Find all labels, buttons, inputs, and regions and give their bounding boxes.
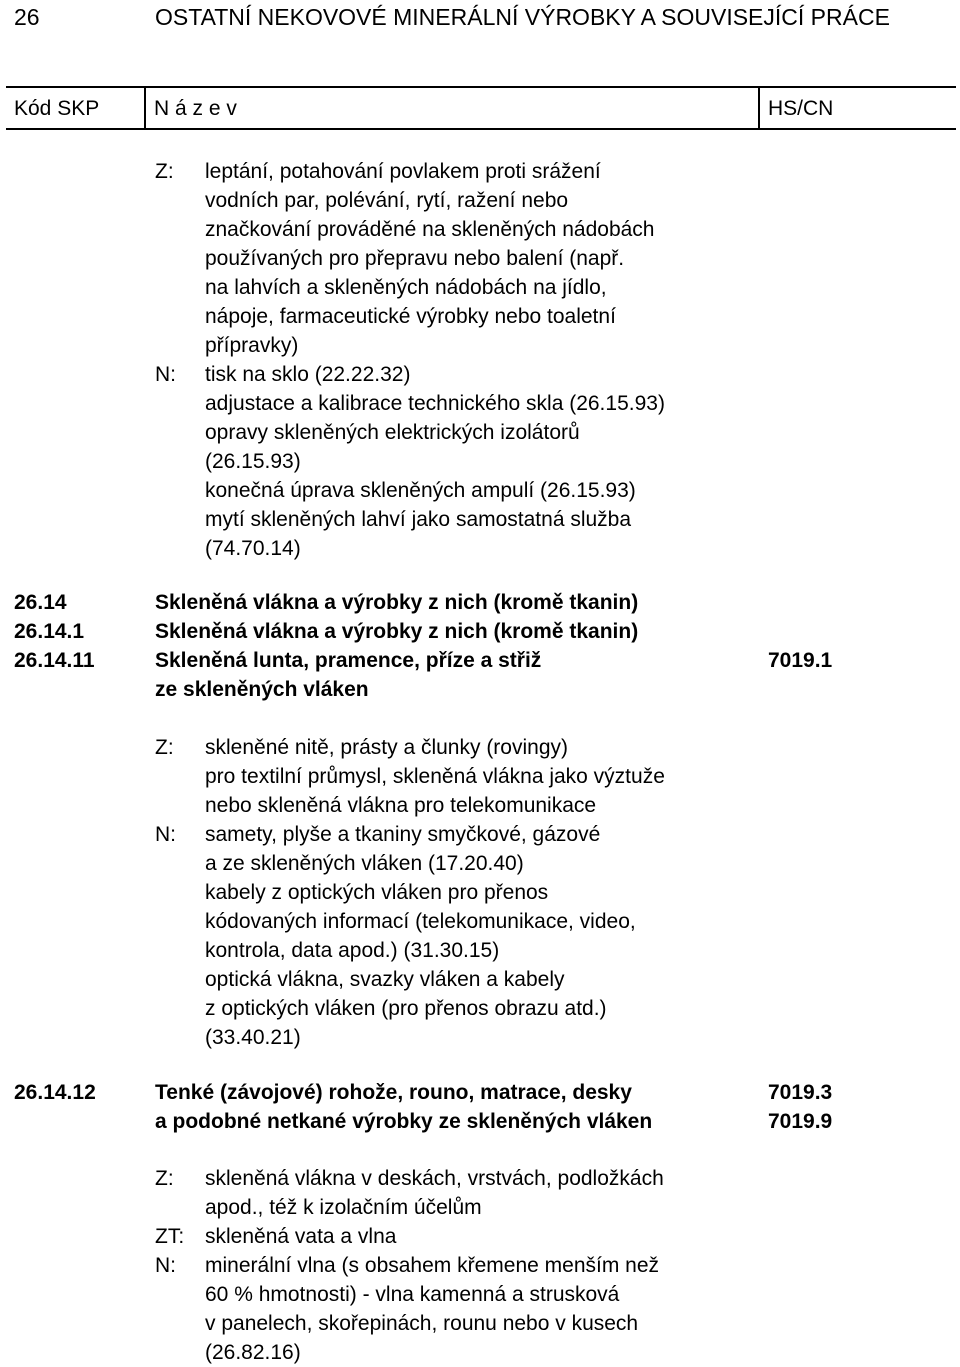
note-line (0, 389, 960, 418)
note-line (0, 273, 960, 302)
note-line (0, 849, 960, 878)
note-text: vodních par, polévání, rytí, ražení nebo (205, 189, 569, 212)
note-block-2 (0, 733, 960, 1052)
chapter-number: 26 (14, 4, 40, 30)
classification-entry (0, 588, 960, 617)
note-text: skleněná vlákna v deskách, vrstvách, podložkách (205, 1167, 664, 1190)
note-line (0, 1164, 960, 1193)
note-line (0, 418, 960, 447)
note-text: kontrola, data apod.) (31.30.15) (205, 939, 500, 962)
note-text: přípravky) (205, 334, 299, 357)
chapter-title: OSTATNÍ NEKOVOVÉ MINERÁLNÍ VÝROBKY A SOUVISEJÍCÍ PRÁCE (155, 4, 890, 30)
note-text: konečná úprava skleněných ampulí (26.15.93) (205, 479, 636, 502)
note-line (0, 302, 960, 331)
column-header-code: Kód SKP (14, 97, 100, 120)
note-line (0, 1338, 960, 1367)
note-marker: Z: (155, 1167, 174, 1190)
note-text: nebo skleněná vlákna pro telekomunikace (205, 794, 597, 817)
note-line (0, 157, 960, 186)
note-text: značkování prováděné na skleněných nádobách (205, 218, 655, 241)
note-line (0, 1309, 960, 1338)
note-line (0, 360, 960, 389)
chapter-header (0, 0, 960, 66)
note-text: skleněná vata a vlna (205, 1225, 397, 1248)
note-text: 60 % hmotnosti) - vlna kamenná a strusková (205, 1283, 620, 1306)
entry-code: 26.14 (14, 591, 67, 614)
note-marker: Z: (155, 160, 174, 183)
note-text: používaných pro přepravu nebo balení (např. (205, 247, 625, 270)
column-divider (758, 88, 760, 128)
entry-group-2 (0, 1078, 960, 1136)
note-line (0, 447, 960, 476)
column-header-row (6, 86, 956, 130)
note-text: pro textilní průmysl, skleněná vlákna jako výztuže (205, 765, 665, 788)
note-text: apod., též k izolačním účelům (205, 1196, 482, 1219)
note-text: leptání, potahování povlakem proti srážení (205, 160, 601, 183)
note-line (0, 505, 960, 534)
note-line (0, 534, 960, 563)
note-line (0, 965, 960, 994)
note-text: adjustace a kalibrace technického skla (26.15.93) (205, 392, 665, 415)
entry-code: 26.14.12 (14, 1081, 96, 1104)
note-line (0, 878, 960, 907)
note-text: samety, plyše a tkaniny smyčkové, gázové (205, 823, 601, 846)
classification-entry (0, 1078, 960, 1107)
note-line (0, 1023, 960, 1052)
column-header-name: N á z e v (154, 97, 237, 120)
note-block-1 (0, 157, 960, 563)
note-text: mytí skleněných lahví jako samostatná služba (205, 508, 632, 531)
note-text: (74.70.14) (205, 537, 301, 560)
note-text: (26.15.93) (205, 450, 301, 473)
entry-name: Skleněná vlákna a výrobky z nich (kromě tkanin) (155, 620, 639, 643)
note-line (0, 1251, 960, 1280)
note-line (0, 733, 960, 762)
note-text: na lahvích a skleněných nádobách na jídlo, (205, 276, 607, 299)
note-marker: N: (155, 1254, 176, 1277)
note-line (0, 215, 960, 244)
note-marker: N: (155, 363, 176, 386)
note-text: kabely z optických vláken pro přenos (205, 881, 549, 904)
entry-name: ze skleněných vláken (155, 678, 369, 701)
note-line (0, 244, 960, 273)
note-text: (26.82.16) (205, 1341, 301, 1364)
entry-hs-code: 7019.9 (768, 1110, 833, 1133)
note-text: optická vlákna, svazky vláken a kabely (205, 968, 565, 991)
note-block-3 (0, 1164, 960, 1367)
note-line (0, 936, 960, 965)
note-text: a ze skleněných vláken (17.20.40) (205, 852, 524, 875)
note-line (0, 791, 960, 820)
classification-entry (0, 675, 960, 704)
entry-code: 26.14.11 (14, 649, 95, 672)
note-text: v panelech, skořepinách, rounu nebo v kusech (205, 1312, 639, 1335)
entry-name: Skleněná vlákna a výrobky z nich (kromě tkanin) (155, 591, 639, 614)
note-line (0, 762, 960, 791)
note-line (0, 331, 960, 360)
note-text: kódovaných informací (telekomunikace, video, (205, 910, 636, 933)
note-line (0, 907, 960, 936)
note-text: minerální vlna (s obsahem křemene menším než (205, 1254, 660, 1277)
note-text: tisk na sklo (22.22.32) (205, 363, 411, 386)
note-line (0, 476, 960, 505)
note-text: (33.40.21) (205, 1026, 301, 1049)
note-line (0, 1193, 960, 1222)
entry-hs-code: 7019.3 (768, 1081, 833, 1104)
note-text: opravy skleněných elektrických izolátorů (205, 421, 580, 444)
entry-name: Skleněná lunta, pramence, příze a střiž (155, 649, 542, 672)
note-text: z optických vláken (pro přenos obrazu atd.) (205, 997, 607, 1020)
note-line (0, 820, 960, 849)
note-marker: ZT: (155, 1225, 185, 1248)
note-text: skleněné nitě, prásty a člunky (rovingy) (205, 736, 568, 759)
note-line (0, 1280, 960, 1309)
classification-entry (0, 646, 960, 675)
note-marker: Z: (155, 736, 174, 759)
classification-entry (0, 617, 960, 646)
entry-hs-code: 7019.1 (768, 649, 833, 672)
note-text: nápoje, farmaceutické výrobky nebo toaletní (205, 305, 616, 328)
entry-name: a podobné netkané výrobky ze skleněných vláken (155, 1110, 653, 1133)
entry-name: Tenké (závojové) rohože, rouno, matrace, desky (155, 1081, 632, 1104)
entry-code: 26.14.1 (14, 620, 85, 643)
column-divider (144, 88, 146, 128)
note-marker: N: (155, 823, 176, 846)
entry-group-1 (0, 588, 960, 704)
note-line (0, 994, 960, 1023)
note-line (0, 186, 960, 215)
column-header-hs: HS/CN (768, 97, 834, 120)
classification-entry (0, 1107, 960, 1136)
note-line (0, 1222, 960, 1251)
